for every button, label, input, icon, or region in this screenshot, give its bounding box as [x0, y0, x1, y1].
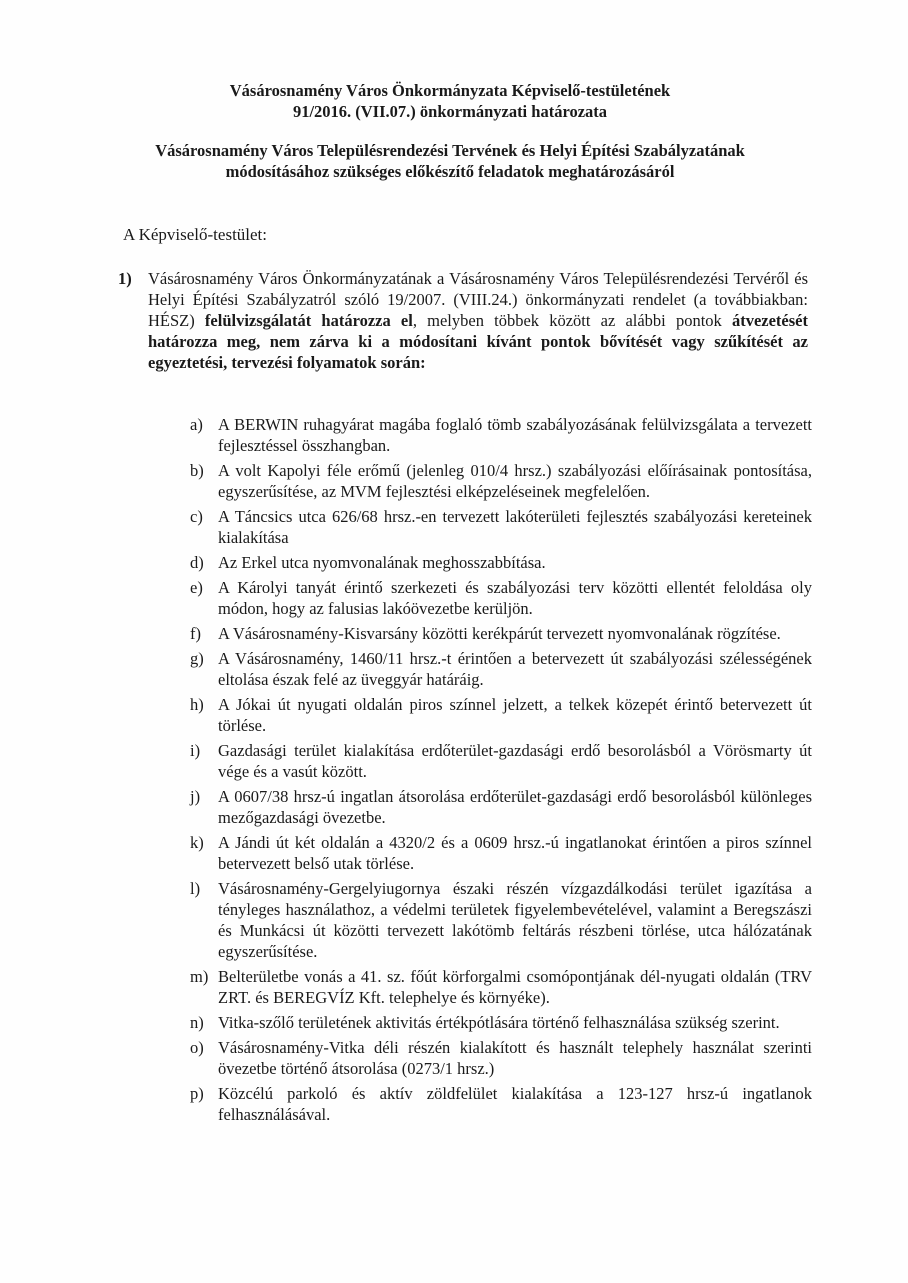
subject-line-2: módosításához szükséges előkészítő feladatok meghatározásáról — [225, 162, 675, 181]
document-title — [100, 80, 800, 122]
list-item-text: Közcélú parkoló és aktív zöldfelület kialakítása a 123-127 hrsz-ú ingatlanok felhasználásával. — [218, 1084, 812, 1124]
list-item-text: A 0607/38 hrsz-ú ingatlan átsorolása erdőterület-gazdasági erdő besorolásból különleges mezőgazdasági övezetbe. — [218, 787, 812, 827]
list-item — [190, 1037, 812, 1079]
list-item-text: A Jándi út két oldalán a 4320/2 és a 0609 hrsz.-ú ingatlanokat érintően a piros színnel betervezett belső utak törlése. — [218, 833, 812, 873]
list-item-letter: l) — [190, 879, 201, 898]
list-item-letter: j) — [190, 787, 201, 806]
list-item-text: A Táncsics utca 626/68 hrsz.-en tervezett lakóterületi fejlesztés szabályozási kereteinek kialakítása — [218, 507, 812, 547]
list-item — [190, 577, 812, 619]
list-item-text: Az Erkel utca nyomvonalának meghosszabbítása. — [218, 553, 546, 572]
list-item-letter: m) — [190, 967, 209, 986]
list-item-letter: f) — [190, 624, 201, 643]
intro-text: A Képviselő-testület: — [123, 225, 268, 244]
list-item-text: Belterületbe vonás a 41. sz. főút körforgalmi csomópontjának dél-nyugati oldalán (TRV ZRT. és BEREGVÍZ Kft. telephelye és környéke). — [218, 967, 812, 1007]
list-item — [190, 460, 812, 502]
resolution-item-1 — [118, 268, 808, 373]
subject-line-1: Vásárosnamény Város Településrendezési Tervének és Helyi Építési Szabályzatának — [155, 141, 745, 160]
item-body — [148, 268, 808, 373]
list-item-text: A BERWIN ruhagyárat magába foglaló tömb szabályozásának felülvizsgálata a tervezett fejlesztéssel összhangban. — [218, 415, 812, 455]
list-item-text: Gazdasági terület kialakítása erdőterület-gazdasági erdő besorolásból a Vörösmarty út vége és a vasút között. — [218, 741, 812, 781]
list-item — [190, 552, 812, 573]
subitem-list — [190, 414, 812, 1129]
list-item-letter: b) — [190, 461, 204, 480]
list-item — [190, 966, 812, 1008]
list-item-text: A volt Kapolyi féle erőmű (jelenleg 010/4 hrsz.) szabályozási előírásainak pontosítása, egyszerűsítése, az MVM fejlesztési elképzeléseinek megfelelően. — [218, 461, 812, 501]
list-item-letter: c) — [190, 507, 203, 526]
list-item-text: A Vásárosnamény-Kisvarsány közötti kerékpárút tervezett nyomvonalának rögzítése. — [218, 624, 781, 643]
list-item — [190, 506, 812, 548]
list-item-text: A Jókai út nyugati oldalán piros színnel jelzett, a telkek közepét érintő betervezett út törlése. — [218, 695, 812, 735]
list-item-letter: k) — [190, 833, 204, 852]
list-item-letter: i) — [190, 741, 201, 760]
list-item-letter: h) — [190, 695, 204, 714]
list-item-text: A Károlyi tanyát érintő szerkezeti és szabályozási terv közötti ellentét feloldása oly módon, hogy az falusias lakóövezetbe kerüljön. — [218, 578, 812, 618]
list-item — [190, 1012, 812, 1033]
list-item-letter: n) — [190, 1013, 204, 1032]
list-item-text: Vásárosnamény-Gergelyiugornya északi részén vízgazdálkodási terület igazítása a tényleges használathoz, a védelmi területek figyelembevételével, valamint a Beregszászi és Munkácsi út közötti tervezett lakótömb feltárás részbeni törlése, utca hálózatának egyszerűsítése. — [218, 879, 812, 961]
list-item — [190, 878, 812, 962]
list-item-letter: o) — [190, 1038, 204, 1057]
item-text-bold-2: átvezetését határozza meg, nem zárva ki a módosítani kívánt pontok bővítését vagy szűkítését az egyeztetési, tervezési folyamatok során: — [148, 311, 808, 372]
list-item-text: Vásárosnamény-Vitka déli részén kialakított és használt telephely használat szerinti övezetbe történő átsorolása (0273/1 hrsz.) — [218, 1038, 812, 1078]
list-item — [190, 414, 812, 456]
list-item-letter: e) — [190, 578, 203, 597]
list-item-letter: p) — [190, 1084, 204, 1103]
list-item — [190, 832, 812, 874]
list-item-text: A Vásárosnamény, 1460/11 hrsz.-t érintően a betervezett út szabályozási szélességének eltolása észak felé az üveggyár határáig. — [218, 649, 812, 689]
item-text-plain-1: Vásárosnamény Város Önkormányzatának a Vásárosnamény Város Településrendezési Tervéről és Helyi Építési Szabályzatról szóló 19/2007. (VIII.24.) önkormányzati rendelet (a továbbiakban: HÉSZ) — [148, 269, 808, 330]
list-item — [190, 786, 812, 828]
list-item — [190, 648, 812, 690]
list-item-letter: g) — [190, 649, 204, 668]
list-item — [190, 740, 812, 782]
list-item — [190, 623, 812, 644]
document-subject — [100, 140, 800, 182]
list-item — [190, 1083, 812, 1125]
list-item-text: Vitka-szőlő területének aktivitás értékpótlására történő felhasználása szükség szerint. — [218, 1013, 780, 1032]
list-item-letter: a) — [190, 415, 203, 434]
item-number: 1) — [118, 269, 132, 288]
list-item-letter: d) — [190, 553, 204, 572]
title-line-2: 91/2016. (VII.07.) önkormányzati határozata — [292, 102, 608, 121]
item-text-bold-1: felülvizsgálatát határozza el — [204, 311, 413, 330]
item-text-plain-2: , melyben többek között az alábbi pontok — [412, 311, 732, 330]
list-item — [190, 694, 812, 736]
title-line-1: Vásárosnamény Város Önkormányzata Képviselő-testületének — [229, 81, 671, 100]
